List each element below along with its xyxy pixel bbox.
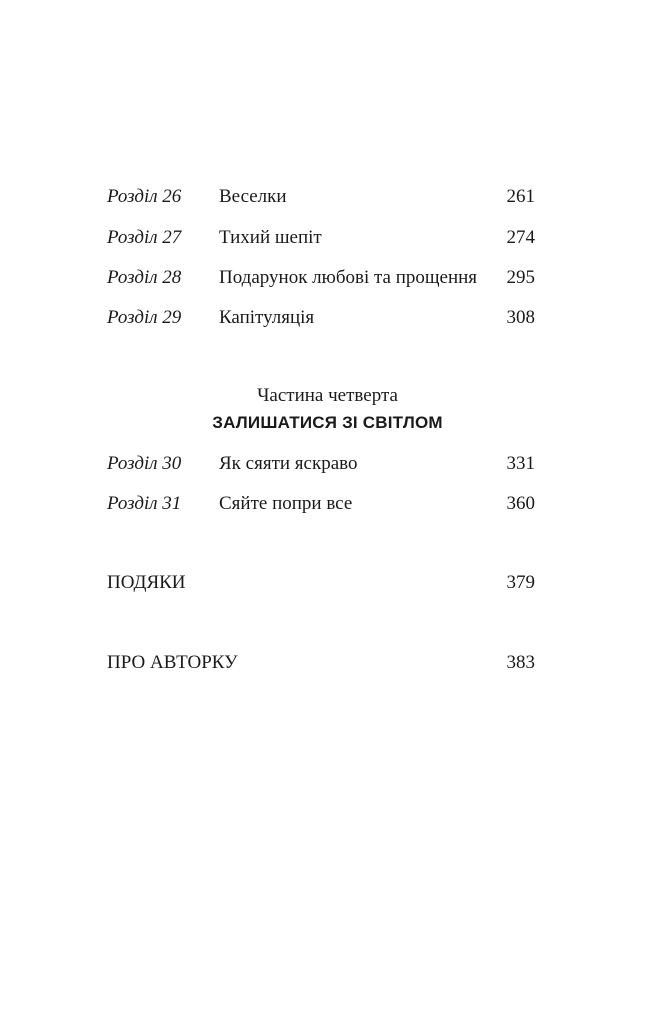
page-number: 274: [506, 227, 535, 248]
toc-entry-about-author: [107, 649, 535, 677]
chapter-label: Розділ 30: [107, 453, 182, 474]
chapter-title: Подарунок любові та прощення: [219, 267, 478, 288]
chapter-label: Розділ 28: [107, 267, 182, 288]
page-number: 308: [506, 307, 535, 328]
back-matter-title: ПРО АВТОРКУ: [107, 652, 238, 673]
chapter-title: Тихий шепіт: [219, 227, 322, 248]
chapter-title: Як сяяти яскраво: [219, 453, 358, 474]
chapter-label: Розділ 29: [107, 307, 182, 328]
chapter-label: Розділ 27: [107, 227, 182, 248]
toc-entry-chapter-27: [107, 224, 535, 252]
page-number: 379: [506, 572, 535, 593]
page-number: 261: [506, 186, 535, 207]
chapter-label: Розділ 26: [107, 186, 182, 207]
toc-entry-chapter-29: [107, 304, 535, 332]
chapter-title: Веселки: [219, 186, 287, 207]
toc-entry-acknowledgements: [107, 569, 535, 597]
page-number: 383: [506, 652, 535, 673]
chapter-title: Сяйте попри все: [219, 493, 353, 514]
back-matter-title: ПОДЯКИ: [107, 572, 186, 593]
part-title: ЗАЛИШАТИСЯ ЗІ СВІТЛОМ: [212, 413, 443, 432]
toc-entry-chapter-31: [107, 490, 535, 518]
chapter-label: Розділ 31: [107, 493, 182, 514]
toc-entry-chapter-30: [107, 450, 535, 478]
page-number: 295: [506, 267, 535, 288]
toc-entry-chapter-28: [107, 264, 535, 292]
part-label: Частина четверта: [257, 385, 398, 406]
toc-entry-chapter-26: [107, 183, 535, 211]
page-number: 331: [506, 453, 535, 474]
chapter-title: Капітуляція: [219, 307, 315, 328]
page-number: 360: [506, 493, 535, 514]
